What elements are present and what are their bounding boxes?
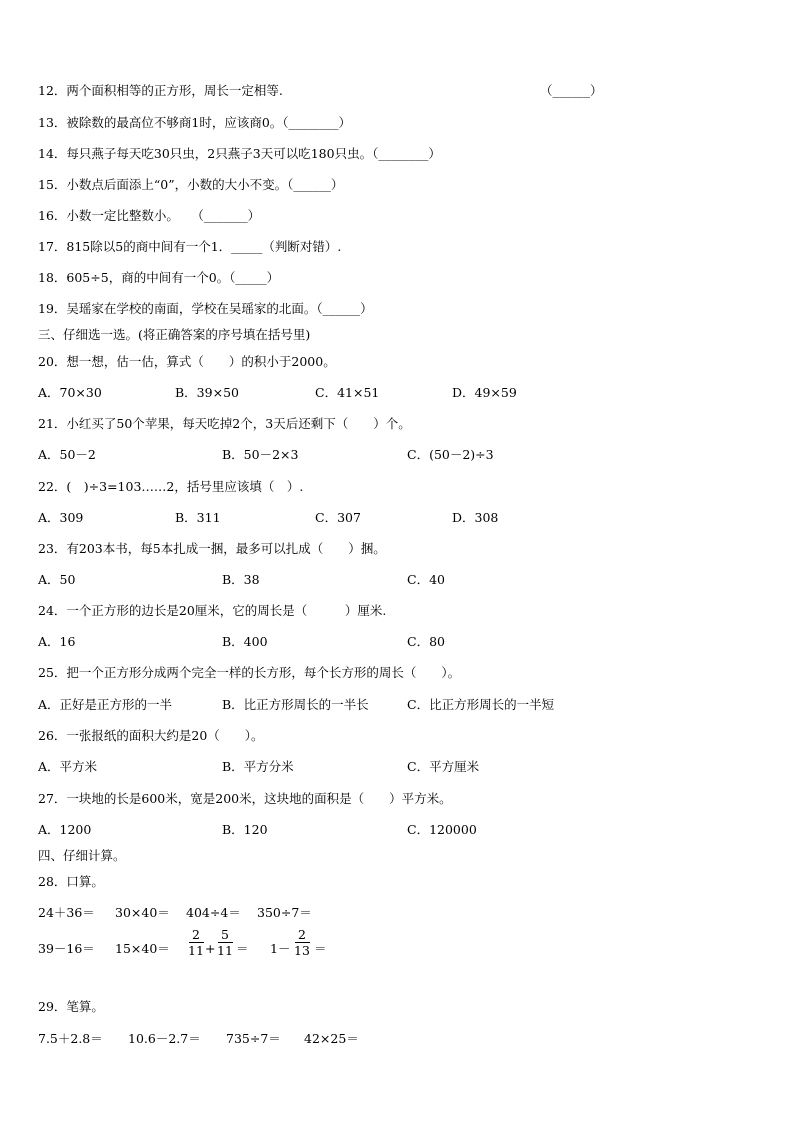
question-14: 14．每只燕子每天吃30只虫，2只燕子3天可以吃180只虫。（________）	[38, 146, 441, 161]
question-24-options	[38, 634, 638, 650]
option-c: C．(50－2)÷3	[407, 447, 494, 462]
one-minus: 1－	[270, 941, 291, 956]
question-13: 13．被除数的最高位不够商1时，应该商0。（________）	[38, 115, 352, 130]
calc-item: 15×40＝	[115, 941, 170, 956]
fraction-2-11	[188, 927, 204, 958]
option-a: A．1200	[38, 822, 92, 837]
calc-item: 42×25＝	[304, 1031, 359, 1046]
numerator: 5	[221, 927, 229, 942]
question-12-blank: （______）	[540, 83, 603, 98]
option-c: C．平方厘米	[407, 759, 480, 774]
question-29: 29．笔算。	[38, 999, 104, 1014]
option-c: C．40	[407, 572, 445, 587]
question-27: 27．一块地的长是600米，宽是200米，这块地的面积是（ ）平方米。	[38, 791, 452, 806]
question-22: 22．( )÷3=103……2，括号里应该填（ ）.	[38, 479, 304, 494]
calc-item: 10.6－2.7＝	[128, 1031, 201, 1046]
calc-item: 24＋36＝	[38, 905, 95, 920]
calc-item: 7.5＋2.8＝	[38, 1031, 103, 1046]
option-c: C．120000	[407, 822, 477, 837]
option-c: C．41×51	[315, 385, 380, 400]
option-c: C．80	[407, 634, 445, 649]
question-19: 19．吴瑶家在学校的南面，学校在吴瑶家的北面。（______）	[38, 301, 373, 316]
question-16: 16．小数一定比整数小。 （_______）	[38, 208, 261, 223]
option-b: B．比正方形周长的一半长	[222, 697, 369, 712]
numerator: 2	[298, 927, 306, 942]
question-26: 26．一张报纸的面积大约是20（ ）。	[38, 728, 264, 743]
calc-item: 404÷4＝	[186, 905, 241, 920]
option-d: D．49×59	[452, 385, 517, 400]
option-a: A．50	[38, 572, 76, 587]
question-18: 18．605÷5，商的中间有一个0。（_____）	[38, 270, 280, 285]
denominator: 11	[217, 943, 233, 958]
question-21: 21．小红买了50个苹果，每天吃掉2个，3天后还剩下（ ）个。	[38, 416, 411, 431]
question-26-options	[38, 759, 638, 775]
denominator: 13	[294, 943, 310, 958]
option-b: B．120	[222, 822, 268, 837]
section-3-heading: 三、仔细选一选。(将正确答案的序号填在括号里)	[38, 327, 311, 342]
option-b: B．38	[222, 572, 260, 587]
option-b: B．311	[175, 510, 221, 525]
plus-sign: +	[205, 941, 216, 956]
calc-item: 350÷7＝	[257, 905, 312, 920]
question-22-options	[38, 510, 638, 526]
question-25-options	[38, 697, 638, 713]
option-a: A．平方米	[38, 759, 98, 774]
question-27-options	[38, 822, 638, 838]
option-a: A．16	[38, 634, 76, 649]
option-a: A．70×30	[38, 385, 102, 400]
calc-item: 39－16＝	[38, 941, 95, 956]
option-b: B．50－2×3	[222, 447, 299, 462]
question-20-options	[38, 385, 638, 401]
option-d: D．308	[452, 510, 499, 525]
question-20: 20．想一想，估一估，算式（ ）的积小于2000。	[38, 354, 336, 369]
question-23: 23．有203本书，每5本扎成一捆，最多可以扎成（ ）捆。	[38, 541, 386, 556]
question-15: 15．小数点后面添上“0”，小数的大小不变。（______）	[38, 177, 344, 192]
question-28: 28．口算。	[38, 874, 104, 889]
option-b: B．39×50	[175, 385, 239, 400]
question-17: 17．815除以5的商中间有一个1．_____（判断对错）.	[38, 239, 342, 254]
fraction-5-11	[217, 927, 233, 958]
option-c: C．307	[315, 510, 361, 525]
option-b: B．400	[222, 634, 268, 649]
question-21-options	[38, 447, 638, 463]
option-b: B．平方分米	[222, 759, 294, 774]
option-a: A．309	[38, 510, 84, 525]
section-4-heading: 四、仔细计算。	[38, 848, 126, 863]
fraction-2-13	[294, 927, 310, 958]
equals-sign: ＝	[314, 941, 327, 956]
question-12: 12．两个面积相等的正方形，周长一定相等.	[38, 83, 283, 98]
option-c: C．比正方形周长的一半短	[407, 697, 555, 712]
numerator: 2	[192, 927, 200, 942]
option-a: A．50－2	[38, 447, 96, 462]
question-23-options	[38, 572, 638, 588]
option-a: A．正好是正方形的一半	[38, 697, 173, 712]
question-25: 25．把一个正方形分成两个完全一样的长方形，每个长方形的周长（ ）。	[38, 665, 461, 680]
calc-item: 735÷7＝	[226, 1031, 281, 1046]
denominator: 11	[188, 943, 204, 958]
equals-sign: ＝	[236, 941, 249, 956]
question-24: 24．一个正方形的边长是20厘米，它的周长是（ ）厘米.	[38, 603, 387, 618]
calc-item: 30×40＝	[115, 905, 170, 920]
